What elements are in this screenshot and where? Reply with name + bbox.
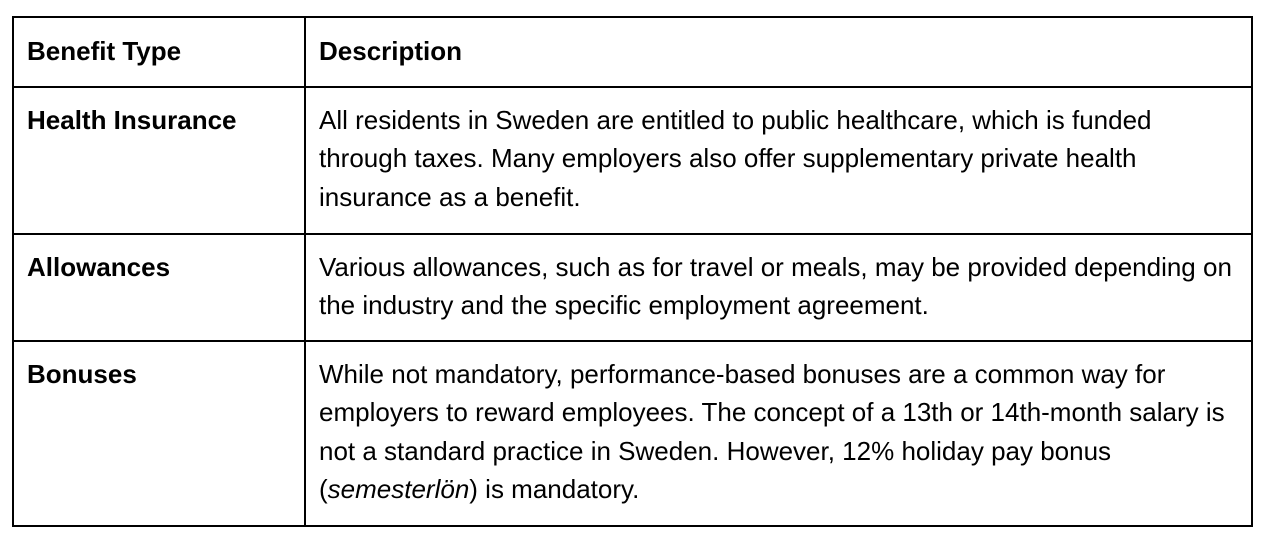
description-cell: Various allowances, such as for travel or meals, may be provided depending on the industry and the specific employment agreement. [305, 234, 1252, 341]
description-cell: All residents in Sweden are entitled to public healthcare, which is funded through taxes. Many employers also offer supplementary private health insurance as a benefit. [305, 87, 1252, 234]
description-cell [305, 341, 1252, 526]
benefit-type-cell: Bonuses [13, 341, 305, 526]
table-row [13, 341, 1252, 526]
table-row [13, 87, 1252, 234]
benefit-type-cell: Health Insurance [13, 87, 305, 234]
benefits-table [12, 16, 1253, 527]
table-row [13, 234, 1252, 341]
description-text: While not mandatory, performance-based bonuses are a common way for employers to reward employees. The concept of a 13th or 14th-month salary is not a standard practice in Sweden. However, 12% holiday pay bonus ( [319, 358, 1225, 504]
description-text: ) is mandatory. [469, 474, 640, 504]
header-description: Description [305, 17, 1252, 87]
benefit-type-cell: Allowances [13, 234, 305, 341]
italic-term: semesterlön [327, 474, 470, 504]
table-header-row [13, 17, 1252, 87]
header-benefit-type: Benefit Type [13, 17, 305, 87]
